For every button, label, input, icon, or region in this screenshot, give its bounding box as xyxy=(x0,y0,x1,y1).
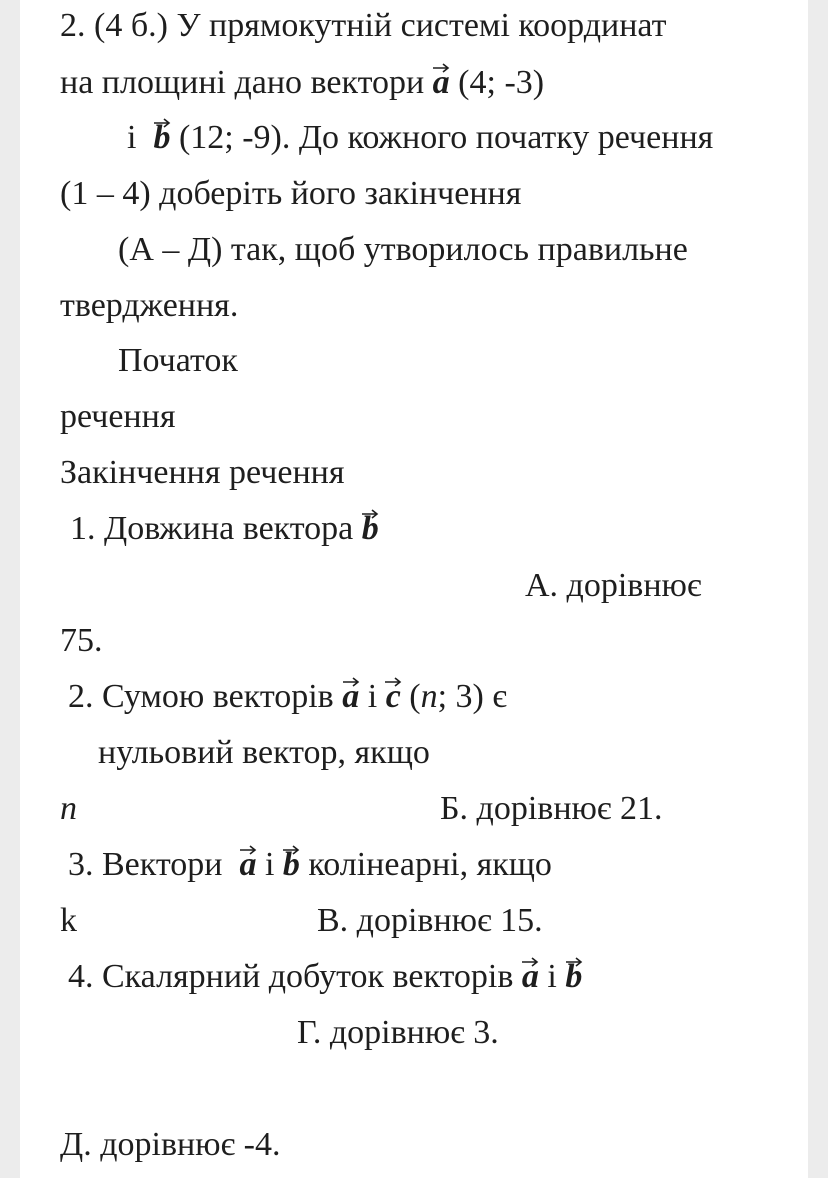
variable-n: n xyxy=(60,790,77,827)
vector-arrow-icon xyxy=(239,843,257,855)
intro-text-2: на площині дано вектори xyxy=(60,64,425,101)
answer-v: В. дорівнює 15. xyxy=(317,902,543,939)
vector-a: a xyxy=(433,63,450,103)
vector-b: b xyxy=(283,845,300,885)
item-1 xyxy=(70,509,379,549)
item-4: 4. Скалярний добуток векторів a і b xyxy=(68,957,582,997)
answer-d: Д. дорівнює -4. xyxy=(60,1126,281,1163)
vector-arrow-icon xyxy=(282,843,300,855)
vector-arrow-icon xyxy=(361,507,379,519)
vector-a-coords: (4; -3) xyxy=(458,64,545,101)
answer-g: Г. дорівнює 3. xyxy=(297,1014,499,1051)
vector-arrow-icon xyxy=(342,675,360,687)
item-1-text: 1. Довжина вектора xyxy=(70,510,354,547)
intro-and: і xyxy=(127,119,137,156)
answer-b: Б. дорівнює 21. xyxy=(440,790,663,827)
vector-arrow-icon xyxy=(432,61,450,73)
item-2: 2. Сумою векторів a і c (n; 3) є xyxy=(68,677,507,717)
header-end: Закінчення речення xyxy=(60,454,345,491)
vector-b: b xyxy=(362,509,379,549)
intro-line-6 xyxy=(60,286,238,326)
answer-a: А. дорівнює xyxy=(525,567,702,604)
vector-b: b xyxy=(153,118,170,158)
item-3-text: 3. Вектори xyxy=(68,846,223,883)
item-3: 3. Вектори a і b колінеарні, якщо xyxy=(68,845,552,885)
intro-text-6: твердження. xyxy=(60,287,239,324)
variable-k: k xyxy=(60,902,77,939)
intro-text-1: 2. (4 б.) У прямокутній системі координат xyxy=(60,7,667,44)
intro-text-5: (А – Д) так, щоб утворилось правильне xyxy=(118,231,688,268)
answer-a-value: 75. xyxy=(60,622,103,659)
vector-b: b xyxy=(565,957,582,997)
intro-line-3 xyxy=(127,118,713,158)
header-start-1: Початок xyxy=(118,342,238,379)
header-start-2: речення xyxy=(60,398,176,435)
item-4-text: 4. Скалярний добуток векторів xyxy=(68,958,514,995)
vector-a: a xyxy=(342,677,359,717)
intro-line-5 xyxy=(118,230,688,270)
document-page xyxy=(20,0,808,1178)
intro-line-2 xyxy=(60,63,544,103)
vector-c: c xyxy=(386,677,401,717)
vector-arrow-icon xyxy=(384,675,402,687)
item-2-line-2: нульовий вектор, якщо xyxy=(98,734,430,771)
intro-text-3: (12; -9). До кожного початку речення xyxy=(178,119,714,156)
intro-text-4: (1 – 4) доберіть його закінчення xyxy=(60,175,522,212)
vector-arrow-icon xyxy=(153,116,171,128)
vector-arrow-icon xyxy=(521,955,539,967)
intro-line-4 xyxy=(60,174,521,214)
vector-a: a xyxy=(522,957,539,997)
vector-a: a xyxy=(239,845,256,885)
vector-arrow-icon xyxy=(565,955,583,967)
variable-n: n xyxy=(420,678,438,715)
intro-line-1 xyxy=(60,6,667,46)
item-2-text: 2. Сумою векторів xyxy=(68,678,334,715)
